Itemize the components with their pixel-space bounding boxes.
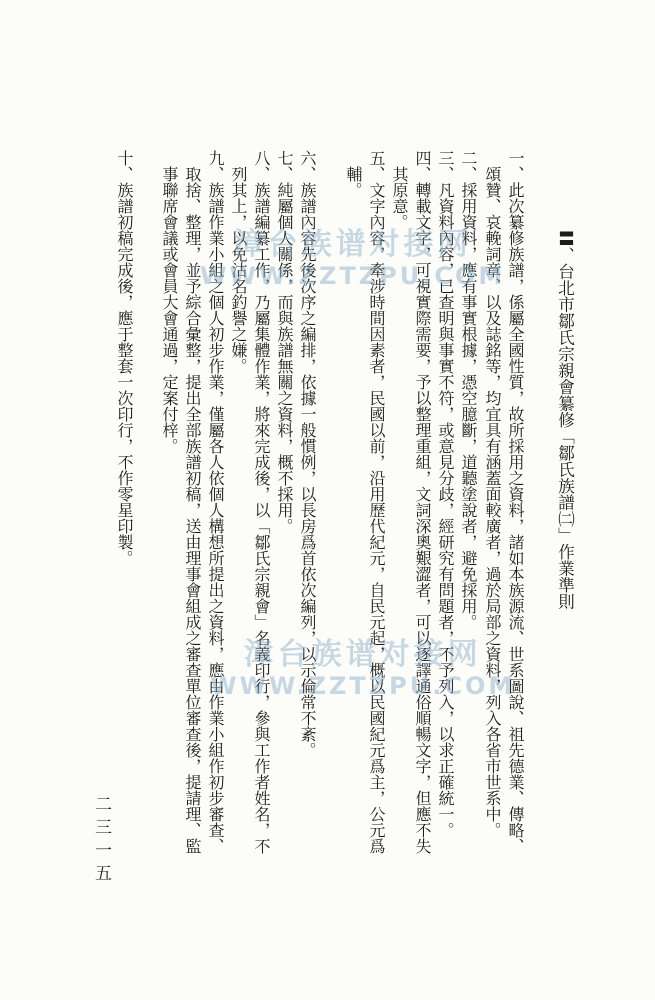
rule-8-line-1: 八、族譜編纂工作，乃屬集體作業，將來完成後，以「鄒氏宗親會」名義印行，參與工作者姓名，不 <box>252 150 271 854</box>
watermark-text: 漳台族谱对接网 <box>233 227 472 262</box>
rule-1-line-2: 頌贊、哀輓詞章、以及誌銘等，均宜具有涵蓋面較廣者，過於局部之資料，列入各省市世系中。 <box>483 166 502 838</box>
rule-9-line-1: 九、族譜作業小組之個人初步作業，僅屬各人依個人構想所提出之資料，應由作業小組作初步審查、 <box>206 150 225 854</box>
rule-9-line-2: 取捨、整理，並予綜合彙整，提出全部族譜初稿，送由理事會組成之審查單位審查後，提請理、監 <box>183 166 202 854</box>
rule-3: 三、凡資料內容，已查明與事實不符，或意見分歧，經研究有問題者，不予列入，以求正確統一。 <box>436 150 455 838</box>
rule-7: 七、純屬個人關係，而與族譜無關之資料，概不採用。 <box>275 150 294 534</box>
rule-4-line-1: 四、轉載文字，可視實際需要，予以整理重組，文詞深奧艱澀者，可以逐譯通俗順暢文字，但應不失 <box>413 150 432 854</box>
rule-2: 二、採用資料，應有事實根據，憑空臆斷，道聽塗說者，避免採用。 <box>459 150 478 630</box>
rule-5-line-1: 五、文字內容，牽涉時間因素者，民國以前，沿用歷代紀元，自民元起，概以民國紀元爲主，公元爲 <box>367 150 386 854</box>
rule-5-line-2: 輔。 <box>344 166 363 198</box>
document-title: 〓、台北市鄒氏宗親會纂修「鄒氏族譜㈡」作業準則 <box>555 230 575 610</box>
watermark-url: WWW.ZZTZPU.COM <box>210 672 516 700</box>
rule-6: 六、族譜內容先後次序之編排，依據一般慣例，以長房爲首依次編列，以示倫常不紊。 <box>298 150 317 758</box>
page-number: 二三一五 <box>91 795 111 887</box>
watermark-text: 漳台族谱对接网 <box>243 637 482 672</box>
rule-10: 十、族譜初稿完成後，應于整套一次印行，不作零星印製。 <box>115 150 134 566</box>
rule-8-line-2: 列其上，以免沽名釣譽之嫌。 <box>229 166 248 374</box>
watermark-url: WWW.ZZTZPU.COM <box>200 262 506 290</box>
rule-1-line-1: 一、此次纂修族譜，係屬全國性質，故所採用之資料，諸如本族源流、世系圖說、祖先德業、傳略、 <box>506 150 525 854</box>
rule-9-line-3: 事聯席會議或會員大會通過，定案付梓。 <box>160 166 179 454</box>
rule-4-line-2: 其原意。 <box>390 166 409 230</box>
